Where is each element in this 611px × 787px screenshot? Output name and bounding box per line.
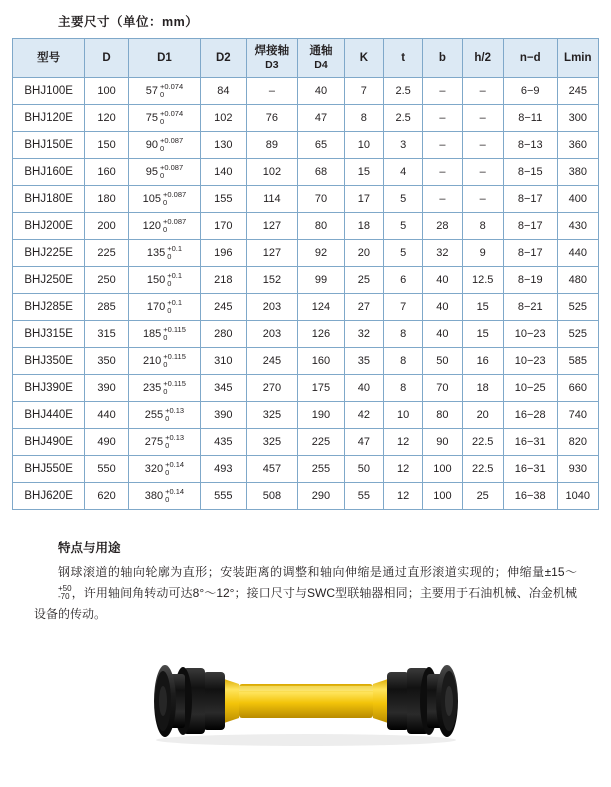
cell-t: 2.5: [384, 105, 423, 132]
cell-nd: 16−31: [503, 429, 557, 456]
table-row: [13, 78, 599, 105]
cell-d3: 245: [246, 348, 298, 375]
cell-d: 225: [85, 240, 128, 267]
tolerance-upper: +0.115: [163, 351, 186, 361]
cell-b: 80: [423, 402, 462, 429]
cell-d1-value: 185: [142, 327, 162, 340]
cell-d4: 225: [298, 429, 345, 456]
cell-k: 27: [344, 294, 383, 321]
table-row: [13, 240, 599, 267]
cell-d3: 89: [246, 132, 298, 159]
universal-joint-shaft-illustration: [111, 648, 501, 768]
cell-nd: 16−28: [503, 402, 557, 429]
cell-nd: 16−31: [503, 456, 557, 483]
cell-d1: [128, 321, 200, 348]
table-row: [13, 348, 599, 375]
table-row: [13, 105, 599, 132]
cell-b: 100: [423, 456, 462, 483]
cell-h2: 15: [462, 321, 503, 348]
cell-d2: 555: [201, 483, 246, 510]
cell-b: 32: [423, 240, 462, 267]
cell-d4: 126: [298, 321, 345, 348]
cell-d4: 99: [298, 267, 345, 294]
cell-d1: [128, 132, 200, 159]
cell-d1: [128, 186, 200, 213]
cell-d1: [128, 483, 200, 510]
cell-d4: 290: [298, 483, 345, 510]
tolerance-lower: 0: [159, 116, 165, 126]
tolerance-lower: 0: [167, 251, 172, 261]
cell-d: 620: [85, 483, 128, 510]
cell-nd: 8−19: [503, 267, 557, 294]
col-header-d1: D1: [128, 39, 200, 78]
cell-d1: [128, 213, 200, 240]
cell-h2: 16: [462, 348, 503, 375]
tolerance-lower: 0: [165, 494, 170, 504]
cell-model: BHJ440E: [13, 402, 85, 429]
cell-model: BHJ490E: [13, 429, 85, 456]
cell-d2: 155: [201, 186, 246, 213]
col-header-h2: h/2: [462, 39, 503, 78]
cell-d1: [128, 348, 200, 375]
tolerance-upper: +0.074: [159, 81, 184, 91]
cell-h2: 20: [462, 402, 503, 429]
cell-k: 10: [344, 132, 383, 159]
cell-d: 120: [85, 105, 128, 132]
cell-model: BHJ200E: [13, 213, 85, 240]
cell-b: 90: [423, 429, 462, 456]
cell-d4: 80: [298, 213, 345, 240]
cell-nd: 8−21: [503, 294, 557, 321]
tolerance-upper: +0.115: [163, 378, 186, 388]
cell-b: –: [423, 186, 462, 213]
cell-k: 47: [344, 429, 383, 456]
cell-h2: –: [462, 159, 503, 186]
cell-lmin: 585: [557, 348, 598, 375]
cell-b: 50: [423, 348, 462, 375]
cell-d3: 325: [246, 402, 298, 429]
cell-d4: 160: [298, 348, 345, 375]
cell-t: 12: [384, 483, 423, 510]
cell-d1-value: 95: [145, 165, 158, 178]
cell-d1: [128, 78, 200, 105]
cell-d2: 390: [201, 402, 246, 429]
cell-d1-tolerance: [163, 353, 186, 369]
cell-t: 2.5: [384, 78, 423, 105]
cell-d1-value: 210: [142, 354, 162, 367]
cell-d4: 68: [298, 159, 345, 186]
cell-lmin: 820: [557, 429, 598, 456]
cell-lmin: 740: [557, 402, 598, 429]
cell-d1: [128, 240, 200, 267]
cell-t: 5: [384, 240, 423, 267]
cell-d1-value: 275: [144, 435, 164, 448]
cell-d1-tolerance: [160, 137, 183, 153]
cell-t: 7: [384, 294, 423, 321]
col-header-d4: 通轴 D4: [298, 39, 345, 78]
table-row: [13, 213, 599, 240]
cell-d1-tolerance: [165, 434, 184, 450]
table-row: [13, 483, 599, 510]
tolerance-lower: 0: [163, 386, 168, 396]
cell-lmin: 400: [557, 186, 598, 213]
cell-model: BHJ390E: [13, 375, 85, 402]
cell-d: 350: [85, 348, 128, 375]
cell-d1-tolerance: [163, 326, 186, 342]
cell-lmin: 1040: [557, 483, 598, 510]
cell-model: BHJ100E: [13, 78, 85, 105]
cell-h2: –: [462, 186, 503, 213]
cell-d1-value: 255: [144, 408, 164, 421]
cell-d1-tolerance: [163, 218, 186, 234]
cell-model: BHJ550E: [13, 456, 85, 483]
cell-d3: 152: [246, 267, 298, 294]
cell-model: BHJ150E: [13, 132, 85, 159]
table-row: [13, 429, 599, 456]
cell-lmin: 380: [557, 159, 598, 186]
cell-k: 40: [344, 375, 383, 402]
cell-d2: 130: [201, 132, 246, 159]
cell-k: 20: [344, 240, 383, 267]
cell-d1-value: 320: [144, 462, 164, 475]
cell-d: 250: [85, 267, 128, 294]
cell-t: 5: [384, 186, 423, 213]
col-header-d3: 焊接轴 D3: [246, 39, 298, 78]
tolerance-lower: 0: [163, 197, 168, 207]
cell-d2: 245: [201, 294, 246, 321]
col-header-d2: D2: [201, 39, 246, 78]
table-row: [13, 375, 599, 402]
cell-nd: 8−17: [503, 240, 557, 267]
cell-d3: 102: [246, 159, 298, 186]
tolerance-upper: +0.087: [159, 135, 184, 145]
cell-d2: 84: [201, 78, 246, 105]
cell-d4: 40: [298, 78, 345, 105]
cell-d3: 325: [246, 429, 298, 456]
cell-b: 70: [423, 375, 462, 402]
cell-d1: [128, 429, 200, 456]
tolerance-lower: 0: [159, 89, 165, 99]
tolerance-upper: +0.1: [167, 270, 182, 280]
tolerance-lower: 0: [163, 359, 168, 369]
cell-d4: 190: [298, 402, 345, 429]
cell-d1-value: 57: [145, 84, 158, 97]
cell-d: 180: [85, 186, 128, 213]
cell-nd: 16−38: [503, 483, 557, 510]
cell-model: BHJ315E: [13, 321, 85, 348]
cell-h2: –: [462, 78, 503, 105]
cell-d2: 140: [201, 159, 246, 186]
cell-d1-value: 120: [142, 219, 162, 232]
cell-d1-tolerance: [163, 191, 186, 207]
table-header-row: [13, 39, 599, 78]
tolerance-lower: 0: [163, 224, 168, 234]
cell-d2: 102: [201, 105, 246, 132]
cell-d3: 114: [246, 186, 298, 213]
cell-d1-tolerance: [165, 488, 184, 504]
cell-b: –: [423, 159, 462, 186]
cell-b: 40: [423, 321, 462, 348]
cell-d: 315: [85, 321, 128, 348]
cell-d1-value: 75: [145, 111, 158, 124]
cell-d2: 493: [201, 456, 246, 483]
cell-lmin: 300: [557, 105, 598, 132]
tolerance-lower: 0: [165, 467, 170, 477]
table-body: [13, 78, 599, 510]
table-row: [13, 159, 599, 186]
cell-d1-tolerance: [167, 272, 182, 288]
cell-b: 28: [423, 213, 462, 240]
tolerance-lower: 0: [159, 170, 165, 180]
tolerance-upper: +0.1: [167, 243, 182, 253]
col-header-lmin: Lmin: [557, 39, 598, 78]
cell-d: 150: [85, 132, 128, 159]
col-header-k: K: [344, 39, 383, 78]
cell-k: 17: [344, 186, 383, 213]
cell-d: 200: [85, 213, 128, 240]
cell-t: 6: [384, 267, 423, 294]
tolerance-lower: 0: [165, 440, 170, 450]
cell-d2: 310: [201, 348, 246, 375]
tolerance-lower: 0: [167, 278, 172, 288]
cell-t: 8: [384, 348, 423, 375]
tolerance-upper: +0.087: [163, 216, 187, 226]
cell-h2: 22.5: [462, 429, 503, 456]
col-header-d: D: [85, 39, 128, 78]
cell-d3: 127: [246, 240, 298, 267]
table-row: [13, 402, 599, 429]
cell-model: BHJ250E: [13, 267, 85, 294]
cell-k: 42: [344, 402, 383, 429]
cell-d: 285: [85, 294, 128, 321]
cell-d1-value: 105: [142, 192, 162, 205]
cell-d1: [128, 456, 200, 483]
cell-nd: 6−9: [503, 78, 557, 105]
cell-lmin: 480: [557, 267, 598, 294]
tolerance-upper: +0.14: [165, 486, 185, 496]
tolerance-upper: +0.087: [159, 162, 184, 172]
cell-b: 40: [423, 294, 462, 321]
cell-t: 8: [384, 375, 423, 402]
cell-d2: 196: [201, 240, 246, 267]
cell-h2: 15: [462, 294, 503, 321]
page-title: 主要尺寸（单位：mm）: [58, 15, 199, 29]
cell-d1-value: 150: [146, 273, 166, 286]
tolerance-lower: 0: [159, 143, 165, 153]
cell-d2: 345: [201, 375, 246, 402]
cell-lmin: 430: [557, 213, 598, 240]
cell-h2: –: [462, 132, 503, 159]
cell-model: BHJ620E: [13, 483, 85, 510]
cell-d1-tolerance: [160, 164, 183, 180]
feature-description: [0, 562, 611, 625]
cell-t: 12: [384, 429, 423, 456]
cell-h2: 12.5: [462, 267, 503, 294]
cell-model: BHJ225E: [13, 240, 85, 267]
tolerance-upper: +0.087: [163, 189, 187, 199]
cell-t: 4: [384, 159, 423, 186]
cell-d3: 203: [246, 294, 298, 321]
cell-d1-tolerance: [160, 110, 183, 126]
cell-d2: 170: [201, 213, 246, 240]
cell-model: BHJ120E: [13, 105, 85, 132]
dimensions-table: [12, 38, 599, 510]
cell-d1-tolerance: [163, 380, 186, 396]
cell-d1-value: 170: [146, 300, 166, 313]
cell-t: 5: [384, 213, 423, 240]
cell-d2: 435: [201, 429, 246, 456]
col-header-t: t: [384, 39, 423, 78]
cell-d: 100: [85, 78, 128, 105]
cell-d4: 92: [298, 240, 345, 267]
cell-d1: [128, 402, 200, 429]
cell-d3: 203: [246, 321, 298, 348]
cell-d3: –: [246, 78, 298, 105]
cell-d4: 124: [298, 294, 345, 321]
cell-d: 440: [85, 402, 128, 429]
cell-lmin: 930: [557, 456, 598, 483]
cell-model: BHJ350E: [13, 348, 85, 375]
tolerance-upper: +0.074: [159, 108, 184, 118]
table-row: [13, 456, 599, 483]
col-header-b: b: [423, 39, 462, 78]
cell-k: 8: [344, 105, 383, 132]
cell-t: 3: [384, 132, 423, 159]
cell-h2: 8: [462, 213, 503, 240]
cell-model: BHJ160E: [13, 159, 85, 186]
cell-d: 550: [85, 456, 128, 483]
cell-d4: 70: [298, 186, 345, 213]
cell-h2: –: [462, 105, 503, 132]
cell-b: 100: [423, 483, 462, 510]
col-header-model: 型号: [13, 39, 85, 78]
cell-h2: 9: [462, 240, 503, 267]
cell-d1-tolerance: [165, 461, 184, 477]
table-row: [13, 186, 599, 213]
tolerance-lower: 0: [167, 305, 172, 315]
cell-d4: 65: [298, 132, 345, 159]
cell-d3: 127: [246, 213, 298, 240]
feature-section-title: 特点与用途: [58, 541, 121, 555]
cell-d3: 457: [246, 456, 298, 483]
table-row: [13, 321, 599, 348]
cell-k: 55: [344, 483, 383, 510]
cell-k: 18: [344, 213, 383, 240]
cell-d3: 270: [246, 375, 298, 402]
cell-d4: 175: [298, 375, 345, 402]
cell-d3: 508: [246, 483, 298, 510]
feature-text-part1: 钢球滚道的轴向轮廓为直形；安装距离的调整和轴向伸缩是通过直形滚道实现的；伸缩量±15～: [58, 565, 577, 579]
cell-k: 15: [344, 159, 383, 186]
tolerance-lower: 0: [165, 413, 170, 423]
cell-b: –: [423, 105, 462, 132]
cell-d1-value: 235: [142, 381, 162, 394]
table-row: [13, 132, 599, 159]
tolerance-lower: 0: [163, 332, 168, 342]
product-photo: [0, 648, 611, 787]
cell-b: 40: [423, 267, 462, 294]
cell-d1: [128, 294, 200, 321]
cell-t: 10: [384, 402, 423, 429]
cell-nd: 8−17: [503, 213, 557, 240]
cell-d: 490: [85, 429, 128, 456]
tolerance-upper: +0.115: [163, 324, 186, 334]
cell-h2: 25: [462, 483, 503, 510]
cell-b: –: [423, 132, 462, 159]
cell-nd: 10−25: [503, 375, 557, 402]
tolerance-upper: +0.14: [165, 459, 185, 469]
cell-lmin: 360: [557, 132, 598, 159]
cell-h2: 22.5: [462, 456, 503, 483]
cell-nd: 8−11: [503, 105, 557, 132]
cell-k: 35: [344, 348, 383, 375]
cell-d4: 255: [298, 456, 345, 483]
cell-t: 8: [384, 321, 423, 348]
cell-nd: 8−13: [503, 132, 557, 159]
cell-d1: [128, 159, 200, 186]
cell-d: 160: [85, 159, 128, 186]
cell-k: 7: [344, 78, 383, 105]
cell-nd: 10−23: [503, 321, 557, 348]
cell-d1: [128, 267, 200, 294]
cell-t: 12: [384, 456, 423, 483]
cell-nd: 8−15: [503, 159, 557, 186]
table-row: [13, 267, 599, 294]
cell-d1-tolerance: [167, 245, 182, 261]
cell-d4: 47: [298, 105, 345, 132]
tolerance-upper: +0.13: [165, 405, 185, 415]
cell-d1-value: 380: [144, 489, 164, 502]
col-header-nd: n−d: [503, 39, 557, 78]
cell-k: 32: [344, 321, 383, 348]
cell-k: 50: [344, 456, 383, 483]
tolerance-upper: +50: [58, 583, 72, 593]
cell-d1: [128, 105, 200, 132]
cell-d1-value: 90: [145, 138, 158, 151]
cell-d1-tolerance: [160, 83, 183, 99]
cell-d1: [128, 375, 200, 402]
table-row: [13, 294, 599, 321]
cell-model: BHJ180E: [13, 186, 85, 213]
cell-nd: 8−17: [503, 186, 557, 213]
cell-b: –: [423, 78, 462, 105]
cell-model: BHJ285E: [13, 294, 85, 321]
cell-d1-tolerance: [165, 407, 184, 423]
feature-text-part2: ，许用轴间角转动可达8°～12°；接口尺寸与SWC型联轴器相同；主要用于石油机械、冶金机械设备的传动。: [34, 586, 577, 621]
cell-d2: 218: [201, 267, 246, 294]
tolerance-lower: -70: [58, 592, 70, 602]
cell-lmin: 525: [557, 294, 598, 321]
tolerance-upper: +0.1: [167, 297, 182, 307]
cell-lmin: 245: [557, 78, 598, 105]
cell-d2: 280: [201, 321, 246, 348]
cell-d1-tolerance: [167, 299, 182, 315]
tolerance-fraction: [34, 585, 72, 602]
cell-d3: 76: [246, 105, 298, 132]
cell-lmin: 660: [557, 375, 598, 402]
cell-lmin: 525: [557, 321, 598, 348]
cell-h2: 18: [462, 375, 503, 402]
cell-lmin: 440: [557, 240, 598, 267]
tolerance-upper: +0.13: [165, 432, 185, 442]
cell-nd: 10−23: [503, 348, 557, 375]
cell-d: 390: [85, 375, 128, 402]
cell-k: 25: [344, 267, 383, 294]
cell-d1-value: 135: [146, 246, 166, 259]
